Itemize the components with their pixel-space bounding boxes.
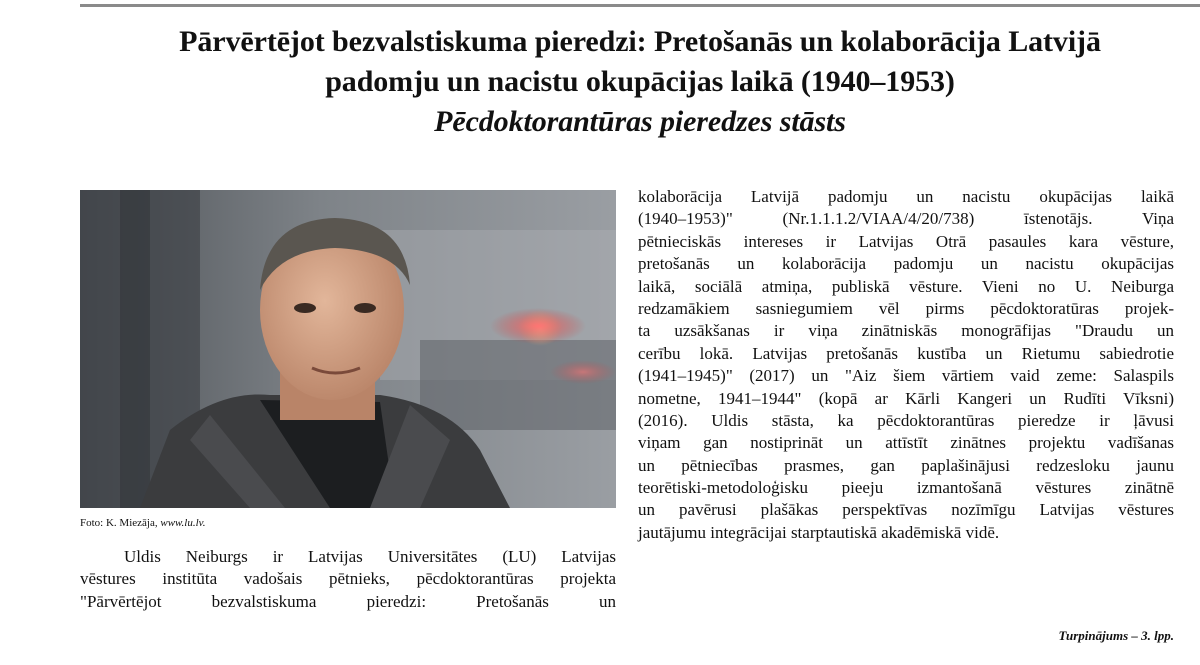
- left-column-text: [80, 546, 616, 613]
- top-rule: [80, 4, 1200, 7]
- right-column-text: [638, 186, 1174, 544]
- text-line: pretošanās un kolaborācija padomju un nacistu okupācijas: [638, 254, 1174, 274]
- text-line: un pavērusi plašākas perspektīvas nozīmīgu Latvijas vēstures: [638, 500, 1174, 520]
- portrait-photo: [80, 190, 616, 508]
- text-line: redzamākiem sasniegumiem vēl pirms pēcdoktoratūras projek-: [638, 298, 1174, 318]
- text-line: (2016). Uldis stāsta, ka pēcdoktorantūras pieredze ir ļāvusi: [638, 410, 1174, 430]
- text-line: (1940–1953)" (Nr.1.1.1.2/VIAA/4/20/738) īstenotājs. Viņa: [638, 209, 1174, 229]
- title-line-2: padomju un nacistu okupācijas laikā (1940–1953): [325, 65, 955, 98]
- title-line-1: Pārvērtējot bezvalstiskuma pieredzi: Pretošanās un kolaborācija Latvijā: [179, 25, 1101, 58]
- text-line: nometne, 1941–1944" (kopā ar Kārli Kangeri un Rudīti Vīksni): [638, 388, 1174, 408]
- article-title: [80, 22, 1200, 142]
- text-line: cerību lokā. Latvijas pretošanās kustība un Rietumu sabiedrotie: [638, 343, 1174, 363]
- text-line: (1941–1945)" (2017) un "Aiz šiem vārtiem vaid zeme: Salaspils: [638, 366, 1174, 386]
- text-line: teorētiski-metodoloģisku pieeju izmantošanā vēstures zinātnē: [638, 478, 1174, 498]
- text-line: kolaborācija Latvijā padomju un nacistu okupācijas laikā: [638, 187, 1174, 206]
- text-line: vēstures institūta vadošais pētnieks, pēcdoktorantūras projekta: [80, 569, 616, 589]
- text-line: un pētniecības prasmes, gan paplašinājusi redzesloku jaunu: [638, 455, 1174, 475]
- photo-credit-site: www.lu.lv.: [160, 517, 206, 529]
- text-line: laikā, sociālā atmiņa, publiskā vēsture. Vieni no U. Neiburga: [638, 276, 1174, 296]
- text-line: "Pārvērtējot bezvalstiskuma pieredzi: Pretošanās un: [80, 591, 616, 611]
- photo-caption: [80, 516, 205, 530]
- text-line: Uldis Neiburgs ir Latvijas Universitātes (LU) Latvijas: [124, 547, 616, 566]
- text-line: viņam gan nostiprināt un attīstīt zinātnes projektu vadīšanas: [638, 433, 1174, 453]
- photo-credit: Foto: K. Miezāja,: [80, 517, 161, 529]
- text-line: ta uzsākšanas ir viņa zinātniskās monogrāfijas "Draudu un: [638, 321, 1174, 341]
- continued-note: Turpinājums – 3. lpp.: [1058, 628, 1174, 643]
- text-line: jautājumu integrācijai starptautiskā akadēmiskā vidē.: [638, 522, 1000, 542]
- article-subtitle: Pēcdoktorantūras pieredzes stāsts: [434, 105, 846, 138]
- text-line: pētnieciskās intereses ir Latvijas Otrā pasaules kara vēsture,: [638, 231, 1174, 251]
